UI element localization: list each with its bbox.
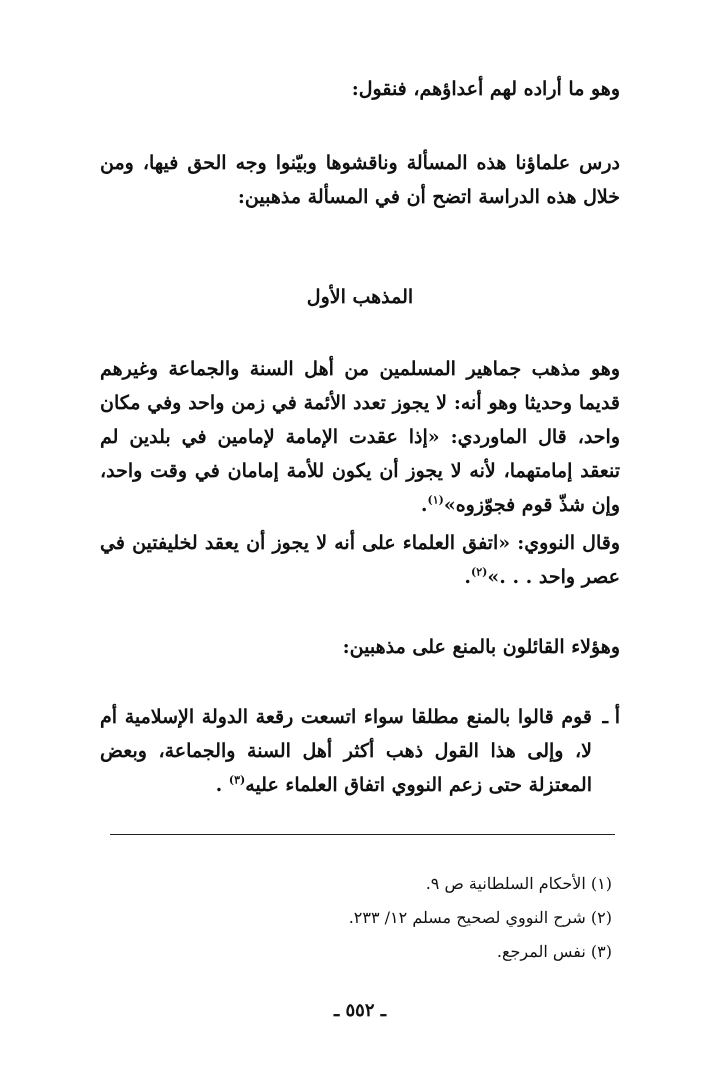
nawawi-text: وقال النووي: «اتفق العلماء على أنه لا يجوز أن يعقد لخليفتين في عصر واحد . . .» (100, 532, 620, 588)
first-school-text: وهو مذهب جماهير المسلمين من أهل السنة والجماعة وغيرهم قديما وحديثا وهو أنه: لا يجوز تعدد الأئمة في زمن واحد وفي مكان واحد، قال الماوردي: «إذا عقدت الإمامة لإمامين في بلدين لم تنعقد إمامتهما، لأنه لا يجوز أن يكون للأمة إمامان في وقت واحد، وإن شذّ قوم فجوّزوه» (100, 358, 620, 516)
footnote-1: (١) الأحكام السلطانية ص ٩. (425, 874, 612, 893)
footnote-3: (٣) نفس المرجع. (496, 942, 612, 961)
two-schools-line: وهؤلاء القائلون بالمنع على مذهبين: (342, 636, 620, 658)
list-item-end: . (215, 774, 229, 796)
footnote-ref-2: (٢) (470, 565, 488, 579)
list-item-text: قوم قالوا بالمنع مطلقا سواء اتسعت رقعة الدولة الإسلامية أم لا، وإلى هذا القول ذهب أكثر أهل السنة والجماعة، وبعض المعتزلة حتى زعم النووي اتفاق العلماء عليه (100, 706, 592, 796)
nawawi-end: . (464, 566, 471, 588)
footnote-ref-1: (١) (427, 493, 444, 507)
list-marker: أ ـ (602, 706, 620, 728)
study-paragraph: درس علماؤنا هذه المسألة وناقشوها وبيّنوا وجه الحق فيها، ومن خلال هذه الدراسة اتضح أن في المسألة مذهبين: (100, 152, 620, 208)
nawawi-paragraph (100, 526, 620, 594)
footnote-ref-3: (٣) (228, 773, 246, 787)
intro-line: وهو ما أراده لهم أعداؤهم، فنقول: (351, 78, 620, 100)
footnote-divider (110, 834, 615, 835)
footnote-2: (٢) شرح النووي لصحيح مسلم ١٢/ ٢٣٣. (348, 908, 612, 927)
first-school-paragraph (100, 352, 620, 522)
section-heading: المذهب الأول (306, 286, 414, 308)
page-number: ـ ٥٥٢ ـ (333, 1000, 387, 1021)
first-school-end: . (420, 494, 428, 516)
list-item-a (100, 700, 620, 802)
